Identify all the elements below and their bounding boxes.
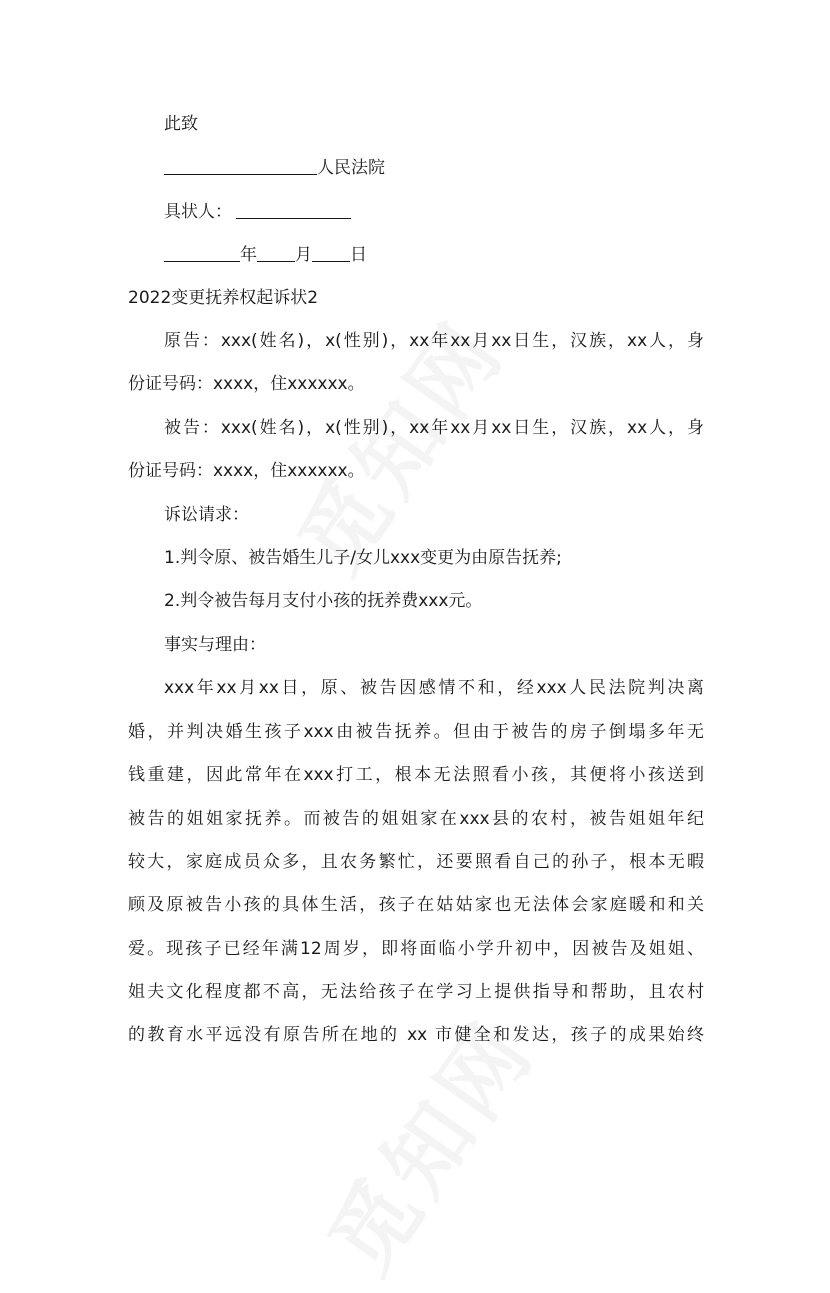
section-title: 2022变更抚养权起诉状2 xyxy=(128,288,319,308)
facts-line: 的教育水平远没有原告所在地的 xx 市健全和发达，孩子的成果始终 xyxy=(128,1025,704,1045)
claims-heading: 诉讼请求： xyxy=(164,505,249,525)
day-blank xyxy=(312,243,350,262)
facts-line: 姐夫文化程度都不高，无法给孩子在学习上提供指导和帮助，且农村 xyxy=(128,982,704,1002)
court-suffix: 人民法院 xyxy=(317,158,385,178)
facts-line: 顾及原被告小孩的具体生活，孩子在姑姑家也无法体会家庭暖和和关 xyxy=(128,895,704,915)
facts-line: 婚，并判决婚生孩子xxx由被告抚养。但由于被告的房子倒塌多年无 xyxy=(128,722,704,742)
month-blank xyxy=(257,243,295,262)
day-label: 日 xyxy=(350,245,367,265)
signer-label: 具状人： xyxy=(164,202,232,222)
plaintiff-line-2: 份证号码：xxxx，住xxxxxx。 xyxy=(128,374,365,394)
defendant-line-2: 份证号码：xxxx，住xxxxxx。 xyxy=(128,461,365,481)
facts-line: 钱重建，因此常年在xxx打工，根本无法照看小孩，其便将小孩送到 xyxy=(128,765,704,785)
claim-item: 1.判令原、被告婚生儿子/女儿xxx变更为由原告抚养; xyxy=(164,548,562,568)
facts-line: 爱。现孩子已经年满12周岁，即将面临小学升初中，因被告及姐姐、 xyxy=(128,939,704,959)
date-line xyxy=(164,243,367,266)
defendant-line-1: 被告：xxx(姓名)，x(性别)，xx年xx月xx日生，汉族，xx人，身 xyxy=(164,418,704,438)
signer-line xyxy=(164,200,351,223)
facts-line: 较大，家庭成员众多，且农务繁忙，还要照看自己的孙子，根本无暇 xyxy=(128,852,704,872)
court-line xyxy=(164,156,385,179)
month-label: 月 xyxy=(295,245,312,265)
facts-line: xxx年xx月xx日，原、被告因感情不和，经xxx人民法院判决离 xyxy=(164,678,704,698)
facts-heading: 事实与理由： xyxy=(164,635,266,655)
year-blank xyxy=(164,243,240,262)
salutation: 此致 xyxy=(164,114,198,134)
claim-item: 2.判令被告每月支付小孩的抚养费xxx元。 xyxy=(164,591,483,611)
court-name-blank xyxy=(164,156,317,175)
year-label: 年 xyxy=(240,245,257,265)
plaintiff-line-1: 原告：xxx(姓名)，x(性别)，xx年xx月xx日生，汉族，xx人，身 xyxy=(164,331,704,351)
facts-line: 被告的姐姐家抚养。而被告的姐姐家在xxx县的农村，被告姐姐年纪 xyxy=(128,809,704,829)
signer-blank xyxy=(236,200,351,219)
